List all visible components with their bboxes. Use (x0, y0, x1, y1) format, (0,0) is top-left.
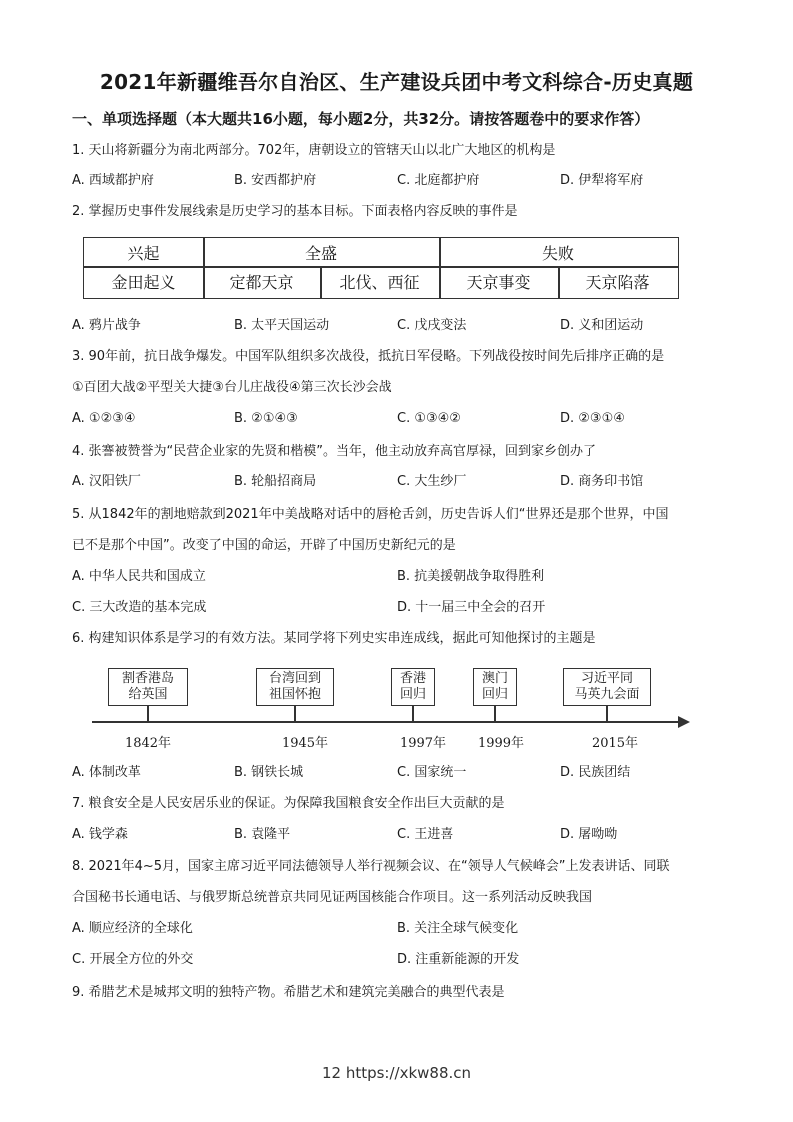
timeline-event-line1: 割香港岛 (121, 671, 174, 686)
question-7-option-b: B. 袁隆平 (234, 827, 291, 842)
question-2-option-a: A. 鸦片战争 (72, 318, 141, 333)
timeline-event-line2: 祖国怀抱 (268, 687, 321, 702)
question-6-option-b: B. 钢铁长城 (234, 765, 304, 780)
question-8-option-c: C. 开展全方位的外交 (72, 952, 194, 967)
table-cell: 定都天京 (229, 273, 294, 292)
timeline-year: 1945年 (281, 736, 329, 751)
question-8-option-b: B. 关注全球气候变化 (397, 921, 519, 936)
question-5-stem-line2: 已不是那个中国”。改变了中国的命运，开辟了中国历史新纪元的是 (72, 538, 456, 553)
question-8-stem-line2: 合国秘书长通电话、与俄罗斯总统普京共同见证两国核能合作项目。这一系列活动反映我国 (72, 890, 593, 905)
question-4-stem: 4. 张謇被赞誉为“民营企业家的先贤和楷模”。当年，他主动放弃高官厚禄，回到家乡创办了 (72, 444, 597, 459)
question-7-stem: 7. 粮食安全是人民安居乐业的保证。为保障我国粮食安全作出巨大贡献的是 (72, 796, 505, 811)
timeline-arrow-icon (678, 716, 690, 728)
question-7-option-d: D. 屠呦呦 (560, 827, 618, 842)
question-3-items: ①百团大战②平型关大捷③台儿庄战役④第三次长沙会战 (72, 380, 392, 395)
question-1-option-b: B. 安西都护府 (234, 173, 317, 188)
section-heading: 一、单项选择题（本大题共16小题，每小题2分，共32分。请按答题卷中的要求作答） (72, 110, 650, 128)
page-title: 2021年新疆维吾尔自治区、生产建设兵团中考文科综合-历史真题 (99, 70, 694, 94)
question-7-option-c: C. 王进喜 (397, 827, 454, 842)
timeline-event-line1: 台湾回到 (268, 671, 321, 686)
question-4-option-a: A. 汉阳铁厂 (72, 474, 141, 489)
question-6-option-a: A. 体制改革 (72, 765, 141, 780)
timeline-event (256, 668, 334, 706)
question-1-option-c: C. 北庭都护府 (397, 173, 480, 188)
timeline-event-line2: 马英九会面 (574, 687, 640, 702)
timeline-year: 1999年 (477, 736, 525, 751)
question-1-option-a: A. 西域都护府 (72, 173, 154, 188)
question-1-stem: 1. 天山将新疆分为南北两部分。702年，唐朝设立的管辖天山以北广大地区的机构是 (72, 143, 556, 158)
table-cell: 金田起义 (111, 273, 176, 292)
question-4-option-b: B. 轮船招商局 (234, 474, 317, 489)
question-6-option-d: D. 民族团结 (560, 765, 631, 780)
question-2-option-b: B. 太平天国运动 (234, 318, 330, 333)
table-cell: 天京事变 (466, 273, 531, 292)
question-5-option-d: D. 十一届三中全会的召开 (397, 600, 546, 615)
timeline-year: 2015年 (591, 736, 639, 751)
question-9-stem: 9. 希腊艺术是城邦文明的独特产物。希腊艺术和建筑完美融合的典型代表是 (72, 985, 505, 1000)
timeline-axis (92, 721, 682, 723)
timeline-year: 1997年 (399, 736, 447, 751)
table-header-failure: 失败 (541, 243, 574, 263)
question-3-stem: 3. 90年前，抗日战争爆发。中国军队组织多次战役，抵抗日军侵略。下列战役按时间先后排序正确的是 (72, 349, 665, 364)
question-4-option-c: C. 大生纱厂 (397, 474, 467, 489)
question-8-option-a: A. 顺应经济的全球化 (72, 921, 193, 936)
timeline-event-line1: 习近平同 (580, 671, 633, 686)
timeline-year: 1842年 (124, 736, 172, 751)
question-4-option-d: D. 商务印书馆 (560, 474, 644, 489)
question-2-option-c: C. 戊戌变法 (397, 318, 467, 333)
question-5-option-b: B. 抗美援朝战争取得胜利 (397, 569, 545, 584)
question-3-option-d: D. ②③①④ (560, 411, 625, 426)
timeline-event-line2: 给英国 (128, 687, 168, 702)
question-8-option-d: D. 注重新能源的开发 (397, 952, 520, 967)
events-table (83, 237, 679, 299)
timeline-event-line1: 香港 (399, 671, 426, 686)
timeline-event-line2: 回归 (399, 687, 426, 702)
question-5-stem: 5. 从1842年的割地赔款到2021年中美战略对话中的唇枪舌剑，历史告诉人们“世界还是那个世界，中国 (72, 507, 669, 522)
question-5-option-a: A. 中华人民共和国成立 (72, 569, 206, 584)
question-1-option-d: D. 伊犁将军府 (560, 173, 644, 188)
question-6-stem: 6. 构建知识体系是学习的有效方法。某同学将下列史实串连成线，据此可知他探讨的主题是 (72, 631, 596, 646)
table-cell: 天京陷落 (585, 273, 650, 292)
page-footer: 12 https://xkw88.cn (321, 1064, 472, 1082)
question-5-option-c: C. 三大改造的基本完成 (72, 600, 207, 615)
table-header-peak: 全盛 (304, 243, 337, 263)
question-8-stem: 8. 2021年4~5月，国家主席习近平同法德领导人举行视频会议、在“领导人气候峰会”上发表讲话、同联 (72, 859, 670, 874)
timeline-event (563, 668, 651, 706)
table-cell: 北伐、西征 (339, 273, 420, 292)
timeline-event (391, 668, 435, 706)
question-2-option-d: D. 义和团运动 (560, 318, 644, 333)
timeline-event-line2: 回归 (481, 687, 508, 702)
timeline-event (473, 668, 517, 706)
question-6-option-c: C. 国家统一 (397, 765, 467, 780)
table-header-rise: 兴起 (127, 243, 160, 263)
question-7-option-a: A. 钱学森 (72, 827, 128, 842)
question-3-option-b: B. ②①④③ (234, 411, 298, 426)
question-3-option-c: C. ①③④② (397, 411, 461, 426)
question-2-stem: 2. 掌握历史事件发展线索是历史学习的基本目标。下面表格内容反映的事件是 (72, 204, 518, 219)
timeline-event (108, 668, 188, 706)
question-3-option-a: A. ①②③④ (72, 411, 136, 426)
history-timeline (88, 664, 698, 754)
timeline-event-line1: 澳门 (481, 671, 508, 686)
